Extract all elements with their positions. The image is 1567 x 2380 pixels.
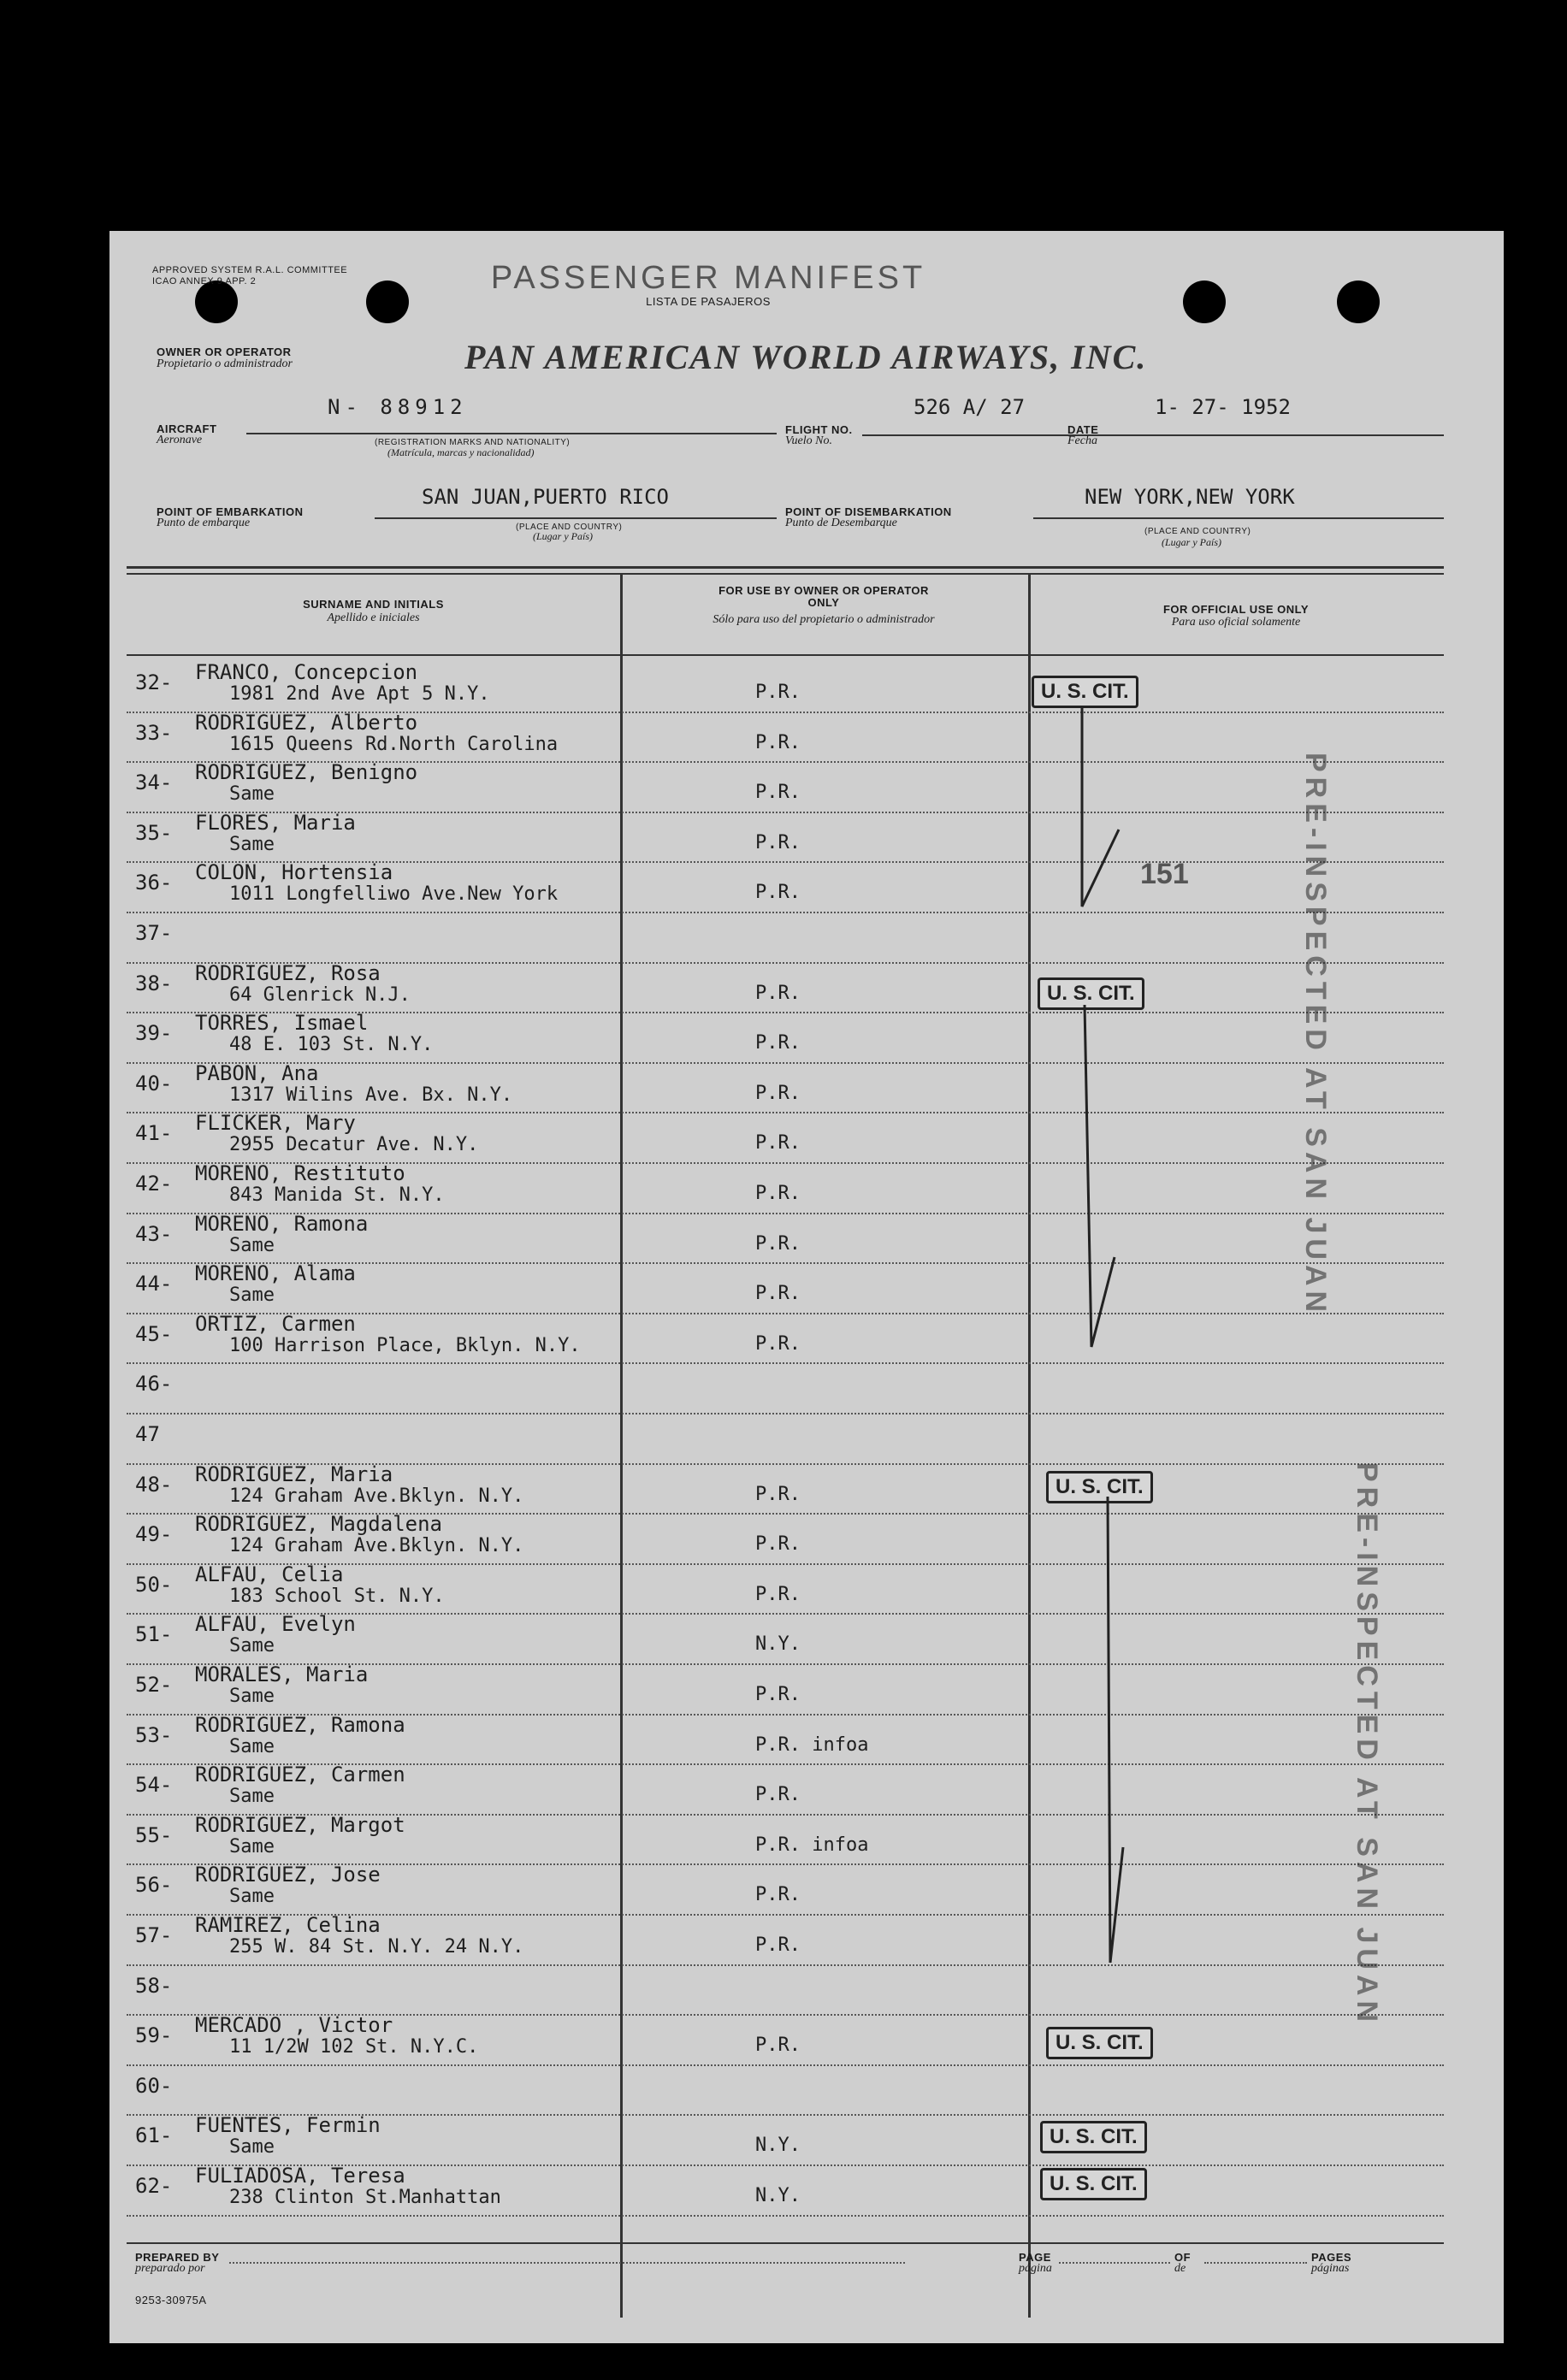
disembarkation-value: NEW YORK,NEW YORK (1085, 485, 1295, 509)
passenger-name: MORENO, Ramona (195, 1211, 369, 1236)
row-number: 62- (135, 2174, 173, 2198)
row-number: 48- (135, 1472, 173, 1497)
operator-origin: P.R. (755, 1784, 801, 1806)
aircraft-value: N- 88912 (328, 395, 468, 419)
row-number: 41- (135, 1121, 173, 1146)
passenger-address: Same (229, 833, 275, 855)
row-number: 47 (135, 1422, 160, 1446)
row-number: 35- (135, 820, 173, 845)
row-number: 57- (135, 1923, 173, 1947)
approval-note: APPROVED SYSTEM R.A.L. COMMITTEE ICAO ANNEX 9 APP. 2 (152, 265, 348, 286)
operator-origin: P.R. infoa (755, 1834, 869, 1856)
passenger-name: TORRES, Ismael (195, 1011, 369, 1036)
us-citizen-stamp: U. S. CIT. (1046, 2027, 1153, 2059)
passenger-address: Same (229, 1786, 275, 1808)
passenger-address: 238 Clinton St.Manhattan (229, 2187, 501, 2208)
disembarkation-label-es: Punto de Desembarque (785, 517, 897, 529)
column-header-names-es: Apellido e iniciales (327, 611, 420, 624)
passenger-name: RODRIGUEZ, Ramona (195, 1712, 405, 1737)
passenger-name: RODRIGUEZ, Rosa (195, 960, 381, 985)
passenger-address: 11 1/2W 102 St. N.Y.C. (229, 2036, 479, 2058)
passenger-name: RODRIGUEZ, Magdalena (195, 1512, 442, 1537)
passenger-name: MORENO, Restituto (195, 1161, 405, 1185)
embarkation-value: SAN JUAN,PUERTO RICO (422, 485, 669, 509)
pages-label: PAGES (1311, 2251, 1352, 2264)
pages-label-es: páginas (1311, 2262, 1350, 2275)
row-number: 54- (135, 1773, 173, 1798)
row-number: 40- (135, 1071, 173, 1096)
vertical-stamp: PRE-INSPECTED AT SAN JUAN (1351, 1462, 1383, 2028)
passenger-address: 1317 Wilins Ave. Bx. N.Y. (229, 1084, 513, 1106)
row-number: 39- (135, 1021, 173, 1046)
passenger-address: Same (229, 1686, 275, 1707)
row-number: 50- (135, 1572, 173, 1597)
of-label-es: de (1174, 2262, 1186, 2275)
embarkation-label: POINT OF EMBARKATION (157, 505, 304, 518)
passenger-address: 183 School St. N.Y. (229, 1585, 445, 1607)
row-number: 61- (135, 2123, 173, 2148)
aircraft-label-es: Aeronave (157, 434, 203, 446)
row-number: 44- (135, 1272, 173, 1296)
row-number: 32- (135, 670, 173, 694)
operator-origin: P.R. (755, 1232, 801, 1255)
page-label-es: página (1019, 2262, 1052, 2275)
passenger-address: Same (229, 2136, 275, 2159)
row-number: 42- (135, 1172, 173, 1196)
passenger-name: FLICKER, Mary (195, 1111, 356, 1136)
passenger-address: 255 W. 84 St. N.Y. 24 N.Y. (229, 1936, 524, 1958)
row-number: 58- (135, 1973, 173, 1998)
form-subtitle: LISTA DE PASAJEROS (646, 295, 771, 308)
operator-origin: P.R. (755, 731, 801, 753)
passenger-name: ALFAU, Celia (195, 1562, 344, 1586)
operator-origin: P.R. (755, 1533, 801, 1556)
owner-label-es: Propietario o administrador (157, 357, 293, 370)
row-number: 53- (135, 1722, 173, 1747)
passenger-name: MORENO, Alama (195, 1261, 356, 1286)
vertical-stamp: PRE-INSPECTED AT SAN JUAN (1299, 753, 1332, 1318)
operator-origin: P.R. (755, 1082, 801, 1104)
row-number: 59- (135, 2023, 173, 2048)
passenger-address: 124 Graham Ave.Bklyn. N.Y. (229, 1485, 524, 1507)
passenger-name: FUENTES, Fermin (195, 2113, 381, 2138)
passenger-name: MORALES, Maria (195, 1662, 369, 1686)
operator-name: PAN AMERICAN WORLD AIRWAYS, INC. (464, 338, 1148, 376)
operator-origin: N.Y. (755, 2185, 801, 2206)
passenger-name: RODRIGUEZ, Maria (195, 1462, 393, 1486)
passenger-address: 2955 Decatur Ave. N.Y. (229, 1134, 479, 1156)
prepared-by-label: PREPARED BY (135, 2251, 220, 2264)
operator-origin: P.R. (755, 1583, 801, 1605)
operator-origin: P.R. (755, 1684, 801, 1705)
column-header-official: FOR OFFICIAL USE ONLY (1162, 603, 1310, 616)
passenger-address: Same (229, 1635, 275, 1657)
page-label: PAGE (1019, 2251, 1051, 2264)
embarkation-label-es: Punto de embarque (157, 517, 251, 529)
us-citizen-stamp: U. S. CIT. (1040, 2121, 1147, 2153)
passenger-address: 48 E. 103 St. N.Y. (229, 1034, 434, 1056)
operator-origin: P.R. (755, 1934, 801, 1956)
passenger-address: Same (229, 1234, 275, 1256)
row-number: 51- (135, 1622, 173, 1647)
passenger-address: 1615 Queens Rd.North Carolina (229, 733, 559, 755)
row-number: 34- (135, 771, 173, 795)
column-header-names: SURNAME AND INITIALS (303, 598, 444, 611)
passenger-address: Same (229, 783, 275, 806)
date-value: 1- 27- 1952 (1155, 395, 1291, 419)
row-number: 45- (135, 1321, 173, 1346)
operator-origin: P.R. (755, 1032, 801, 1054)
passenger-name: RODRIGUEZ, Benigno (195, 760, 418, 785)
passenger-address: 1011 Longfelliwo Ave.New York (229, 883, 559, 906)
passenger-name: ALFAU, Evelyn (195, 1612, 356, 1637)
us-citizen-stamp: U. S. CIT. (1032, 676, 1138, 708)
operator-origin: P.R. (755, 1183, 801, 1204)
operator-origin: N.Y. (755, 1633, 801, 1656)
row-number: 60- (135, 2073, 173, 2098)
passenger-name: ORTIZ, Carmen (195, 1311, 356, 1336)
operator-origin: P.R. (755, 1283, 801, 1305)
row-number: 33- (135, 720, 173, 745)
passenger-address: 124 Graham Ave.Bklyn. N.Y. (229, 1535, 524, 1557)
operator-origin: P.R. (755, 782, 801, 804)
passenger-name: RODRIGUEZ, Margot (195, 1812, 405, 1837)
form-title: PASSENGER MANIFEST (490, 260, 926, 296)
operator-origin: P.R. (755, 1884, 801, 1906)
operator-origin: P.R. (755, 882, 801, 904)
form-number: 9253-30975A (135, 2294, 207, 2306)
passenger-address: Same (229, 1735, 275, 1757)
of-label: OF (1174, 2251, 1192, 2264)
row-number: 52- (135, 1673, 173, 1697)
flight-label: FLIGHT NO. (785, 423, 853, 436)
embarkation-caption-es: (Lugar y País) (533, 530, 593, 542)
operator-origin: P.R. infoa (755, 1733, 869, 1756)
row-number: 56- (135, 1873, 173, 1898)
passenger-address: Same (229, 1886, 275, 1908)
disembarkation-label: POINT OF DISEMBARKATION (785, 505, 952, 518)
aircraft-label: AIRCRAFT (157, 422, 217, 435)
row-number: 43- (135, 1221, 173, 1246)
operator-origin: P.R. (755, 682, 801, 703)
operator-origin: P.R. (755, 1132, 801, 1155)
passenger-name: RAMIREZ, Celina (195, 1913, 381, 1937)
operator-origin: P.R. (755, 1483, 801, 1505)
passenger-name: PABON, Ana (195, 1060, 319, 1085)
passenger-name: FULIADOSA, Teresa (195, 2164, 405, 2188)
operator-origin: N.Y. (755, 2135, 801, 2157)
count-note: 151 (1140, 858, 1189, 890)
row-number: 46- (135, 1372, 173, 1397)
prepared-by-label-es: preparado por (135, 2262, 205, 2275)
us-citizen-stamp: U. S. CIT. (1038, 977, 1144, 1010)
passenger-name: MERCADO , Victor (195, 2013, 393, 2038)
passenger-address: 843 Manida St. N.Y. (229, 1184, 445, 1206)
owner-label: OWNER OR OPERATOR (157, 345, 292, 358)
registration-caption-es: (Matrícula, marcas y nacionalidad) (387, 446, 535, 458)
row-number: 55- (135, 1822, 173, 1847)
row-number: 37- (135, 921, 173, 945)
passenger-address: 1981 2nd Ave Apt 5 N.Y. (229, 683, 490, 705)
row-number: 36- (135, 871, 173, 895)
passenger-name: COLON, Hortensia (195, 860, 393, 885)
passenger-address: Same (229, 1284, 275, 1307)
operator-origin: P.R. (755, 2035, 801, 2057)
date-label-es: Fecha (1067, 434, 1097, 447)
disembarkation-caption: (PLACE AND COUNTRY) (1144, 527, 1251, 536)
passenger-name: RODRIGUEZ, Carmen (195, 1763, 405, 1787)
embarkation-caption: (PLACE AND COUNTRY) (516, 523, 623, 532)
us-citizen-stamp: U. S. CIT. (1046, 1471, 1153, 1503)
operator-origin: P.R. (755, 831, 801, 853)
passenger-name: FLORES, Maria (195, 810, 356, 835)
column-header-operator-es: Sólo para uso del propietario o administrador (713, 613, 935, 626)
disembarkation-caption-es: (Lugar y País) (1162, 536, 1221, 548)
passenger-address: Same (229, 1835, 275, 1857)
row-number: 38- (135, 971, 173, 995)
passenger-name: RODRIGUEZ, Alberto (195, 710, 418, 735)
handwritten-marks (109, 231, 1504, 2343)
column-header-operator: FOR USE BY OWNER OR OPERATOR ONLY (718, 584, 929, 609)
passenger-address: 100 Harrison Place, Bklyn. N.Y. (229, 1334, 581, 1356)
manifest-sheet (109, 231, 1504, 2343)
column-header-official-es: Para uso oficial solamente (1171, 616, 1301, 629)
flight-value: 526 A/ 27 (914, 395, 1026, 419)
us-citizen-stamp: U. S. CIT. (1040, 2168, 1147, 2200)
passenger-name: FRANCO, Concepcion (195, 660, 418, 684)
passenger-address: 64 Glenrick N.J. (229, 983, 411, 1006)
registration-caption: (REGISTRATION MARKS AND NATIONALITY) (375, 438, 571, 447)
flight-label-es: Vuelo No. (785, 434, 832, 447)
row-number: 49- (135, 1522, 173, 1547)
passenger-name: RODRIGUEZ, Jose (195, 1863, 381, 1887)
operator-origin: P.R. (755, 1332, 801, 1355)
operator-origin: P.R. (755, 982, 801, 1004)
date-label: DATE (1067, 423, 1099, 436)
